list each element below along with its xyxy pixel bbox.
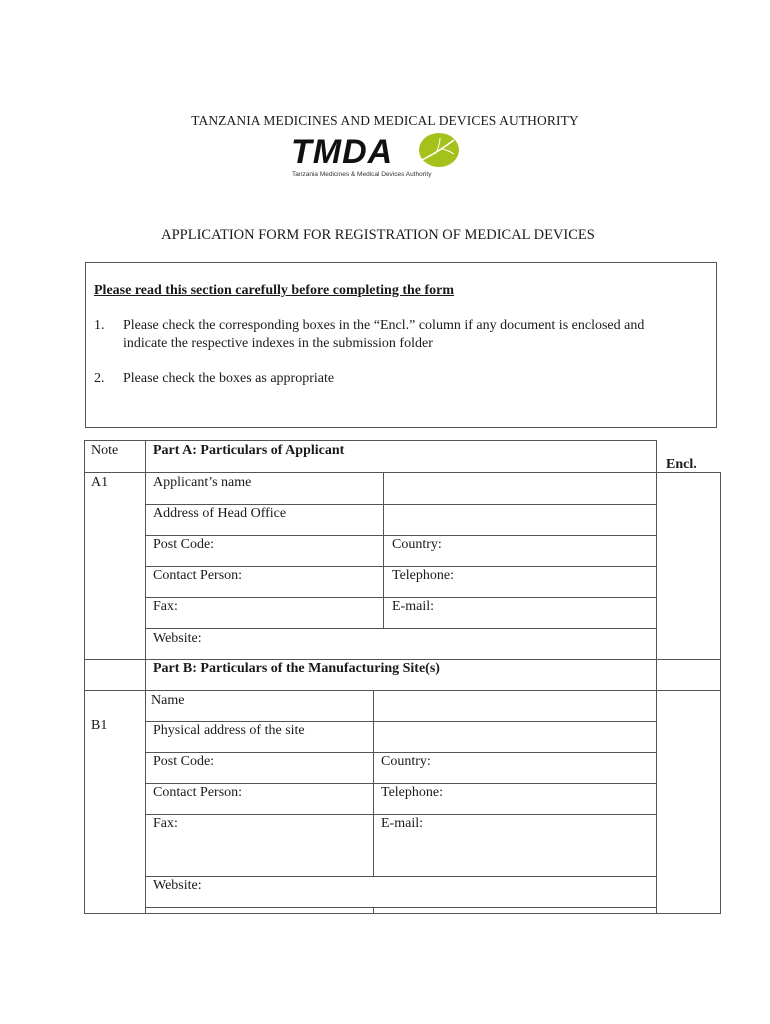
- site-website-label: Website:: [153, 878, 202, 893]
- site-contact-person-label: Contact Person:: [153, 785, 243, 800]
- note-header: Note: [91, 443, 119, 458]
- instruction-number: 1.: [94, 318, 105, 333]
- head-office-address-label: Address of Head Office: [153, 506, 287, 521]
- note-b1: B1: [91, 718, 108, 733]
- authority-name: TANZANIA MEDICINES AND MEDICAL DEVICES AUTHORITY: [191, 113, 579, 128]
- email-label: E-mail:: [392, 599, 434, 614]
- applicant-name-field[interactable]: [385, 474, 655, 503]
- physical-address-field[interactable]: [375, 723, 655, 751]
- site-name-label: Name: [151, 693, 185, 708]
- site-telephone-label: Telephone:: [381, 785, 443, 800]
- instruction-text: Please check the corresponding boxes in the “Encl.” column if any document is enclosed and indicate the respective indexes in the submission folder: [123, 318, 645, 351]
- instructions-heading: Please read this section carefully before completing the form: [94, 283, 455, 298]
- instruction-number: 2.: [94, 371, 105, 386]
- site-post-code-label: Post Code:: [153, 754, 215, 769]
- encl-header: Encl.: [666, 457, 697, 472]
- encl-checkbox-b1[interactable]: [658, 692, 719, 912]
- contact-person-label: Contact Person:: [153, 568, 243, 583]
- site-fax-label: Fax:: [153, 816, 178, 831]
- website-label: Website:: [153, 631, 202, 646]
- form-title: APPLICATION FORM FOR REGISTRATION OF MEDICAL DEVICES: [161, 227, 595, 243]
- fax-label: Fax:: [153, 599, 178, 614]
- site-email-label: E-mail:: [381, 816, 423, 831]
- note-a1: A1: [91, 475, 109, 490]
- part-a-title: Part A: Particulars of Applicant: [153, 443, 345, 458]
- logo-subtitle: Tanzania Medicines & Medical Devices Authority: [292, 171, 432, 178]
- part-b-title: Part B: Particulars of the Manufacturing Site(s): [153, 661, 440, 676]
- instruction-text: Please check the boxes as appropriate: [123, 371, 335, 386]
- encl-checkbox-a1[interactable]: [658, 474, 719, 658]
- telephone-label: Telephone:: [392, 568, 454, 583]
- site-country-label: Country:: [381, 754, 431, 769]
- applicant-name-label: Applicant’s name: [153, 475, 252, 490]
- logo-text: TMDA: [291, 133, 394, 171]
- site-name-field[interactable]: [375, 692, 655, 720]
- head-office-address-field[interactable]: [385, 506, 655, 534]
- country-label: Country:: [392, 537, 442, 552]
- post-code-label: Post Code:: [153, 537, 215, 552]
- physical-address-label: Physical address of the site: [153, 723, 305, 738]
